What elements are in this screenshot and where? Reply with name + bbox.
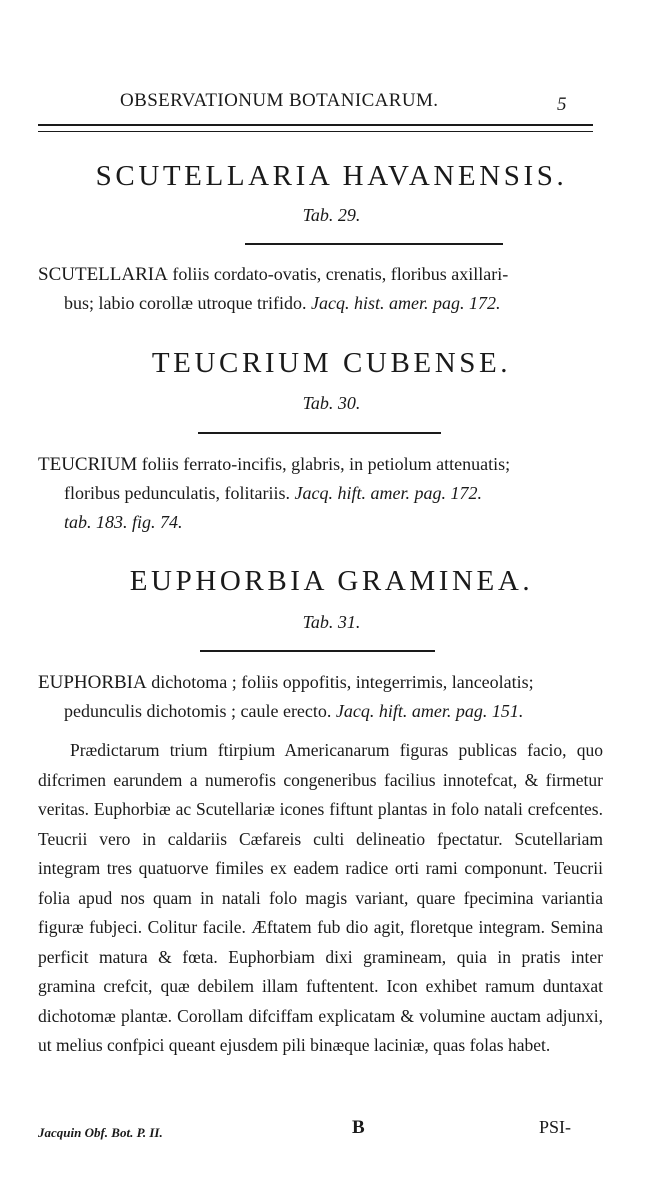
species-description-teucrium: [38, 450, 603, 537]
signature-mark: B: [352, 1117, 365, 1138]
section-rule: [245, 243, 503, 245]
citation: Jacq. hist. amer. pag. 172.: [310, 293, 501, 313]
section-rule: [200, 650, 435, 652]
plate-reference-31: Tab. 31.: [302, 612, 361, 632]
plate-reference-30: Tab. 30.: [302, 393, 361, 413]
description-text: foliis ferrato-incifis, glabris, in petiolum attenuatis;: [137, 454, 511, 474]
paragraph-text: Prædictarum trium ftirpium Americanarum figuras publicas facio, quo difcrimen earundem a numerofis congeneribus facilius innotefcat, & firmetur veritas. Euphorbiæ ac Scutellariæ icones fiftunt plantas in folo natali crefcentes. Teucrii vero in caldariis Cæfareis culti delineatio fpectatur. Scutellariam integram tres quatuorve fimiles ex eadem radice orti rami componunt. Teucrii folia apud nos quam in natali folo magis variant, quare fpecimina variantia figuræ fubjeci. Colitur facile. Æftatem fub dio agit, floretque integram. Semina perficit matura & fœta. Euphorbiam dixi gramineam, quia in pratis inter gramina crefcit, quæ debilem illam fuftentent. Icon exhibet ramum duntaxat dichotomæ plantæ. Corollam difciffam explicatam & volumine auctam adjunxi, ut melius confpici queant ejusdem pili binæque laciniæ, quas folas habet.: [38, 740, 603, 1055]
description-text: floribus pedunculatis, folitariis.: [64, 483, 295, 503]
description-text: bus; labio corollæ utroque trifido.: [64, 293, 311, 313]
catchword: PSI-: [539, 1117, 572, 1137]
description-continuation: [38, 479, 603, 508]
description-text: foliis cordato-ovatis, crenatis, floribus axillari-: [167, 264, 509, 284]
genus-name: TEUCRIUM: [38, 454, 138, 475]
plate-citation: tab. 183. fig. 74.: [64, 512, 183, 532]
signature-line: Jacquin Obf. Bot. P. II.: [38, 1125, 163, 1140]
description-text: pedunculis dichotomis ; caule erecto.: [64, 701, 336, 721]
citation: Jacq. hift. amer. pag. 172.: [294, 483, 482, 503]
plate-reference-29: Tab. 29.: [302, 205, 361, 225]
species-heading-teucrium: TEUCRIUM CUBENSE.: [151, 347, 512, 379]
running-title: OBSERVATIONUM BOTANICARUM.: [120, 90, 439, 111]
description-text: dichotoma ; foliis oppofitis, integerrimis, lanceolatis;: [146, 672, 534, 692]
species-description-scutellaria: [38, 260, 603, 318]
citation: Jacq. hift. amer. pag. 151.: [335, 701, 524, 721]
page-number: 5: [557, 94, 567, 115]
description-continuation: [38, 289, 603, 318]
species-description-euphorbia: [38, 668, 603, 726]
header-rule: [38, 124, 593, 132]
species-heading-scutellaria: SCUTELLARIA HAVANENSIS.: [95, 160, 568, 192]
section-rule: [198, 432, 441, 434]
description-continuation: [38, 697, 603, 726]
genus-name: SCUTELLARIA: [38, 264, 168, 285]
genus-name: EUPHORBIA: [38, 672, 147, 693]
species-heading-euphorbia: EUPHORBIA GRAMINEA.: [129, 565, 534, 597]
body-paragraph: [38, 736, 603, 1061]
